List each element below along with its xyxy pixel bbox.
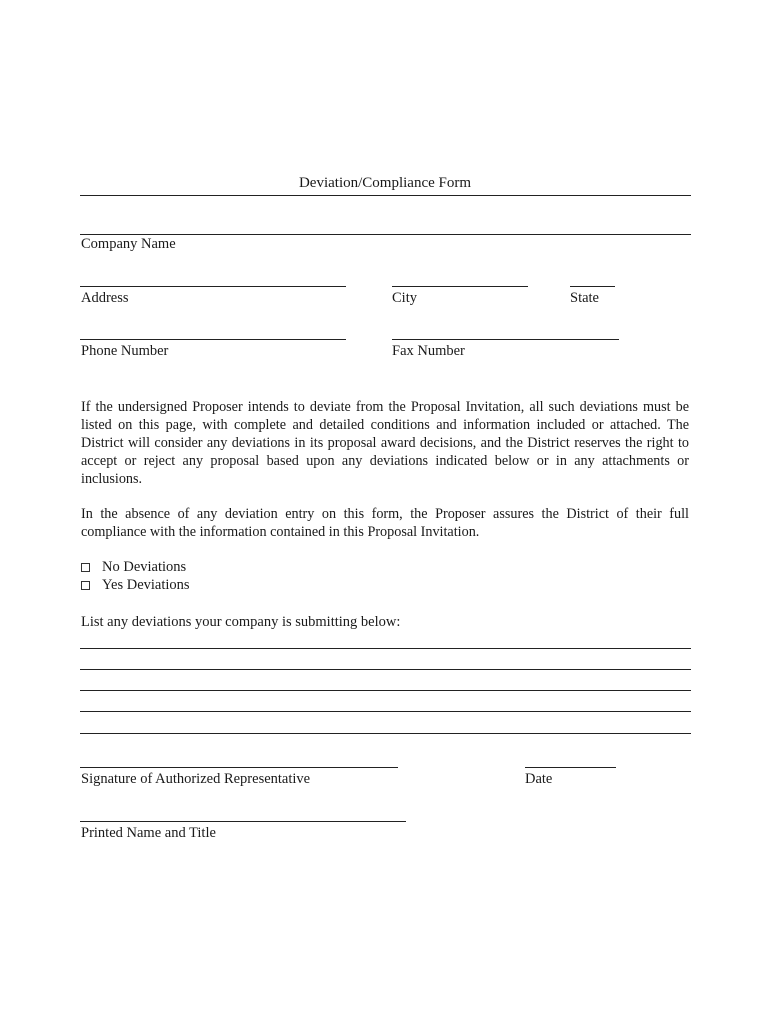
compliance-statement: In the absence of any deviation entry on this form, the Proposer assures the District of their full compliance with the information contained in this Proposal Invitation. (81, 506, 689, 540)
no-deviations-label: No Deviations (102, 559, 187, 575)
printed-name-field[interactable] (80, 821, 406, 822)
address-field[interactable] (80, 286, 346, 287)
phone-number-field[interactable] (80, 339, 346, 340)
printed-name-label: Printed Name and Title (81, 825, 216, 841)
city-label: City (392, 290, 417, 306)
fax-number-label: Fax Number (392, 343, 465, 359)
date-field[interactable] (525, 767, 616, 768)
no-deviations-checkbox[interactable] (81, 563, 90, 572)
signature-field[interactable] (80, 767, 398, 768)
deviation-line-2[interactable] (80, 669, 691, 670)
deviation-line-3[interactable] (80, 690, 691, 691)
form-title: Deviation/Compliance Form (298, 175, 472, 191)
date-label: Date (525, 771, 553, 787)
deviation-line-4[interactable] (80, 711, 691, 712)
fax-number-field[interactable] (392, 339, 619, 340)
signature-label: Signature of Authorized Representative (81, 771, 311, 787)
yes-deviations-checkbox[interactable] (81, 581, 90, 590)
address-label: Address (81, 290, 129, 306)
city-field[interactable] (392, 286, 528, 287)
state-field[interactable] (570, 286, 615, 287)
yes-deviations-label: Yes Deviations (102, 577, 190, 593)
company-name-field[interactable] (80, 234, 691, 235)
deviation-line-1[interactable] (80, 648, 691, 649)
title-underline (80, 195, 691, 196)
deviation-instructions: If the undersigned Proposer intends to deviate from the Proposal Invitation, all such deviations must be listed on this page, with complete and detailed conditions and information included or attached. The District will consider any deviations in its proposal award decisions, and the District reserves the right to accept or reject any proposal based upon any deviations indicated below or in any attachments or inclusions. (81, 399, 689, 487)
no-deviations-option[interactable] (81, 559, 186, 576)
state-label: State (570, 290, 599, 306)
company-name-label: Company Name (81, 236, 176, 252)
yes-deviations-option[interactable] (81, 577, 190, 594)
phone-number-label: Phone Number (81, 343, 169, 359)
deviation-list-prompt: List any deviations your company is submitting below: (81, 614, 401, 630)
deviation-line-5[interactable] (80, 733, 691, 734)
